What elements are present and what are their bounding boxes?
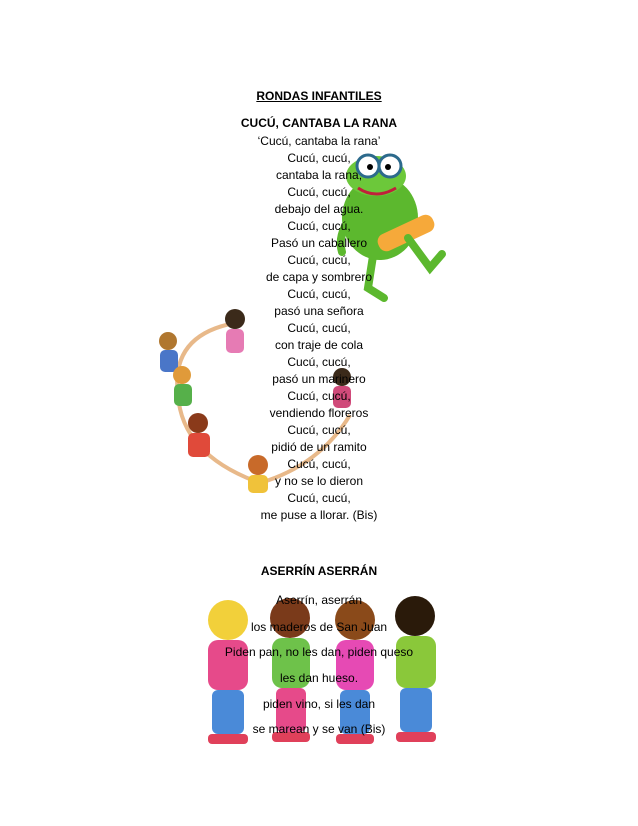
song1-line: de capa y sombrero bbox=[265, 270, 373, 284]
song1-line: Cucú, cucú, bbox=[287, 321, 351, 335]
song1-line: Cucú, cucú, bbox=[287, 287, 351, 301]
song1-line: me puse a llorar. (Bis) bbox=[260, 508, 378, 522]
song1-line: ‘Cucú, cantaba la rana’ bbox=[257, 134, 381, 148]
song1-line: pasó una señora bbox=[274, 304, 364, 318]
song1-line: Cucú, cucú, bbox=[287, 491, 351, 505]
song1-line: Cucú, cucú, bbox=[287, 185, 351, 199]
song2-line: Piden pan, no les dan, piden queso bbox=[224, 645, 414, 659]
song1-title: CUCÚ, CANTABA LA RANA bbox=[240, 116, 398, 130]
song2-line: los maderos de San Juan bbox=[250, 620, 388, 634]
song1-line: Cucú, cucú, bbox=[287, 355, 351, 369]
song1-line: Pasó un caballero bbox=[270, 236, 368, 250]
song1-line: Cucú, cucú, bbox=[287, 389, 351, 403]
song1-line: vendiendo floreros bbox=[269, 406, 369, 420]
document-heading: RONDAS INFANTILES bbox=[256, 89, 382, 103]
song2-line: les dan hueso. bbox=[279, 671, 359, 685]
song1-line: pidió de un ramito bbox=[271, 440, 367, 454]
song1-line: Cucú, cucú, bbox=[287, 253, 351, 267]
song1-line: Cucú, cucú, bbox=[287, 457, 351, 471]
song1-line: Cucú, cucú, bbox=[287, 219, 351, 233]
song1-line: con traje de cola bbox=[274, 338, 364, 352]
song1-line: cantaba la rana, bbox=[275, 168, 363, 182]
song1-line: debajo del agua. bbox=[274, 202, 364, 216]
song2-line: se marean y se van (Bis) bbox=[252, 722, 386, 736]
song1-line: y no se lo dieron bbox=[274, 474, 364, 488]
song1-line: pasó un marinero bbox=[272, 372, 366, 386]
song2-line: Aserrín, aserrán bbox=[275, 593, 363, 607]
song1-line: Cucú, cucú, bbox=[287, 423, 351, 437]
song2-line: piden vino, si les dan bbox=[262, 697, 376, 711]
song2-title: ASERRÍN ASERRÁN bbox=[260, 564, 378, 578]
song1-line: Cucú, cucú, bbox=[287, 151, 351, 165]
